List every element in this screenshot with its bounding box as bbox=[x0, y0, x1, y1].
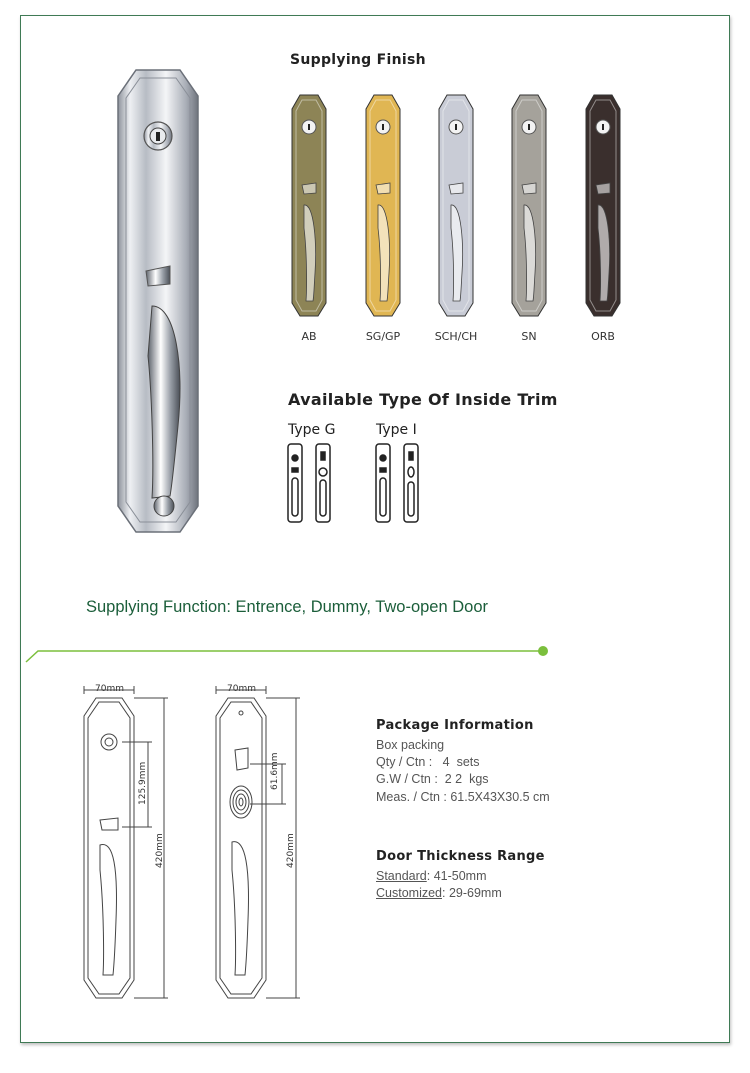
main-lock-image bbox=[108, 66, 208, 536]
trim-heading: Available Type Of Inside Trim bbox=[288, 390, 558, 409]
door-standard: Standard: 41-50mm bbox=[376, 869, 487, 883]
cyl-to-thumb-label: 125.9mm bbox=[138, 761, 148, 805]
door-thickness-title: Door Thickness Range bbox=[376, 849, 545, 864]
package-line-qty: Qty / Ctn : 4 sets bbox=[376, 755, 480, 769]
finish-swatch-sn bbox=[510, 93, 548, 318]
finish-swatch-orb bbox=[584, 93, 622, 318]
finish-label: AB bbox=[301, 330, 317, 343]
package-line-box: Box packing bbox=[376, 738, 445, 752]
finish-swatch-ab bbox=[290, 93, 328, 318]
trim-type-i-icon bbox=[374, 442, 424, 526]
function-text: Supplying Function: Entrence, Dummy, Two-open Door bbox=[86, 598, 489, 616]
type-g-label: Type G bbox=[288, 422, 336, 438]
finish-label: SCH/CH bbox=[434, 330, 478, 343]
finish-swatch-sggp bbox=[364, 93, 402, 318]
finish-heading: Supplying Finish bbox=[290, 52, 426, 68]
width-right-label: 70mm bbox=[227, 684, 256, 694]
width-left-label: 70mm bbox=[95, 684, 124, 694]
package-line-weight: G.W / Ctn : 2 2 kgs bbox=[376, 772, 489, 786]
door-customized: Customized: 29-69mm bbox=[376, 886, 502, 900]
trim-type-g-icon bbox=[286, 442, 336, 526]
height-right-label: 420mm bbox=[286, 833, 296, 868]
package-title: Package Information bbox=[376, 718, 534, 733]
green-divider bbox=[24, 645, 556, 665]
turn-to-thumb-label: 61.6mm bbox=[270, 752, 280, 790]
height-left-label: 420mm bbox=[155, 833, 165, 868]
package-line-meas: Meas. / Ctn : 61.5X43X30.5 cm bbox=[376, 790, 550, 804]
finish-label: SG/GP bbox=[365, 330, 401, 343]
finish-label: SN bbox=[521, 330, 537, 343]
finish-label: ORB bbox=[591, 330, 615, 343]
finish-swatch-schch bbox=[437, 93, 475, 318]
type-i-label: Type I bbox=[376, 422, 417, 438]
